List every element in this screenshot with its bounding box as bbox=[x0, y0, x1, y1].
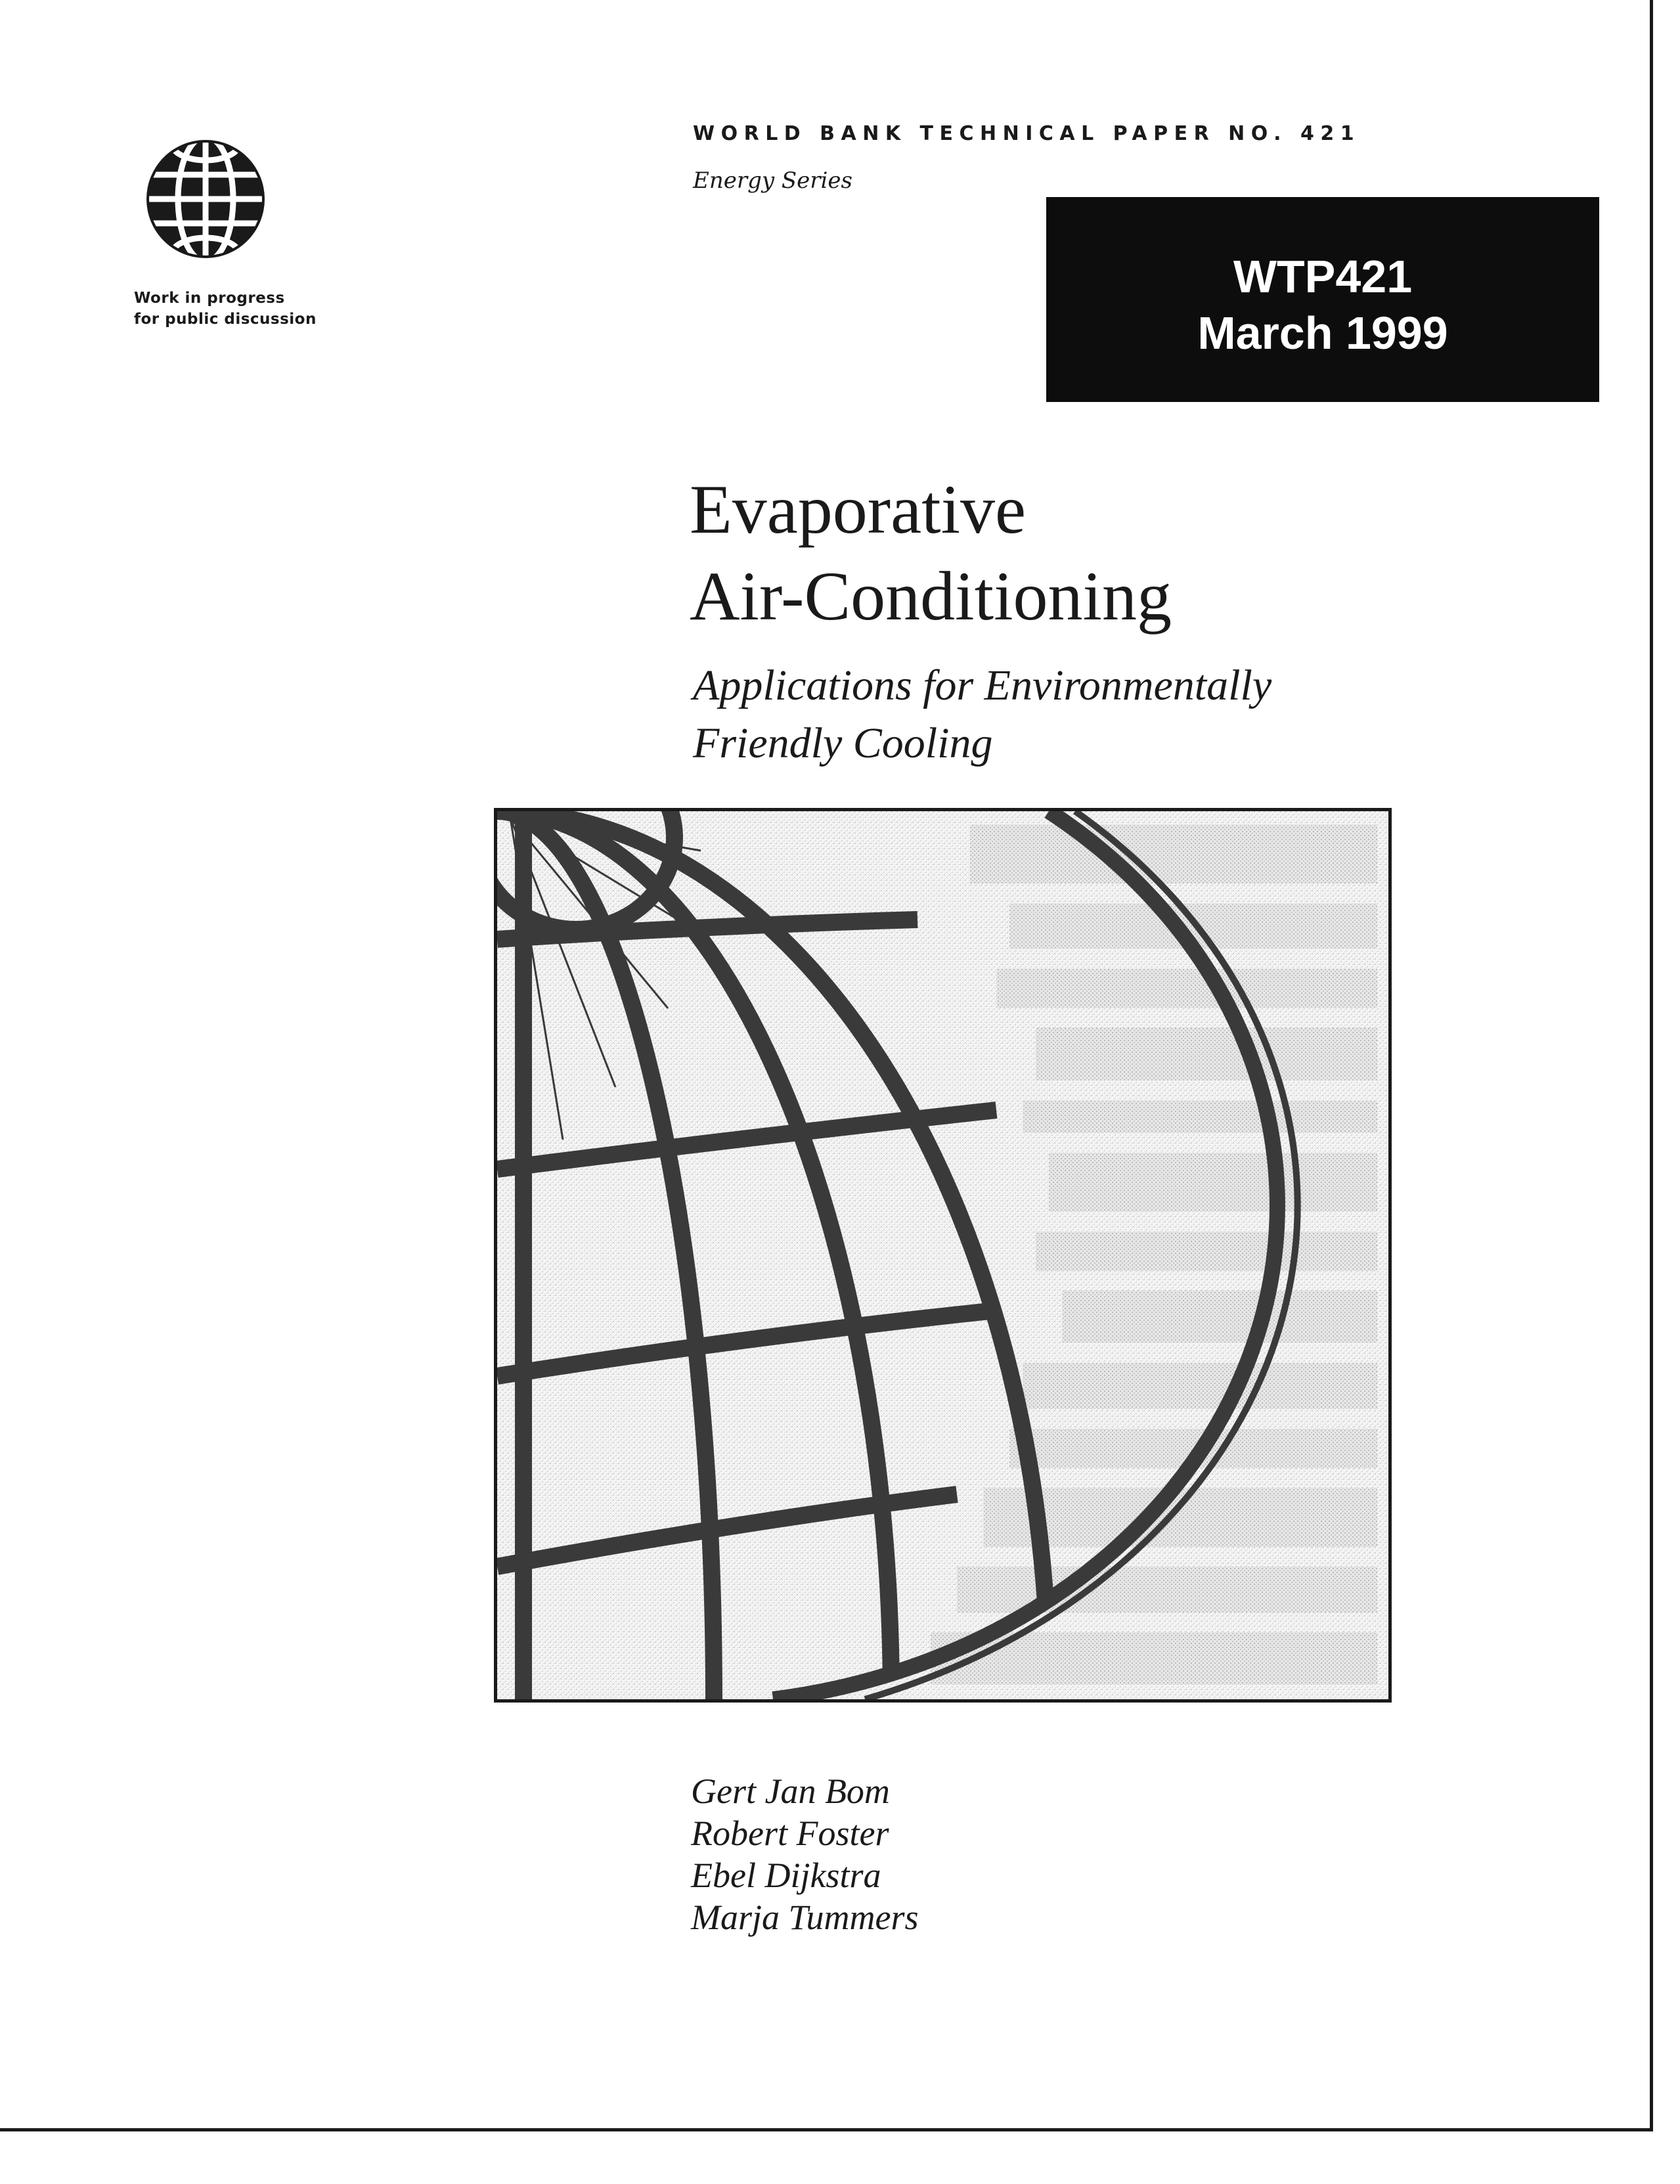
document-subtitle bbox=[693, 657, 1271, 772]
globe-grid-illustration bbox=[494, 808, 1392, 1703]
paper-code-badge bbox=[1046, 197, 1599, 402]
world-bank-globe-icon bbox=[143, 137, 268, 261]
author-2: Robert Foster bbox=[691, 1814, 889, 1853]
author-3: Ebel Dijkstra bbox=[691, 1856, 881, 1895]
author-4: Marja Tummers bbox=[691, 1898, 919, 1937]
status-note bbox=[134, 288, 317, 330]
page-border-right bbox=[1650, 0, 1653, 2131]
author-list bbox=[691, 1770, 919, 1938]
publication-date: March 1999 bbox=[1197, 307, 1448, 359]
status-note-line-1: Work in progress bbox=[134, 290, 285, 307]
subtitle-line-1: Applications for Environmentally bbox=[693, 661, 1272, 709]
document-title bbox=[690, 466, 1172, 640]
title-line-1: Evaporative bbox=[690, 471, 1027, 548]
subtitle-line-2: Friendly Cooling bbox=[693, 719, 993, 767]
title-line-2: Air-Conditioning bbox=[690, 558, 1172, 635]
series-name: Energy Series bbox=[693, 167, 852, 194]
status-note-line-2: for public discussion bbox=[134, 311, 317, 328]
author-1: Gert Jan Bom bbox=[691, 1772, 890, 1811]
series-header: WORLD BANK TECHNICAL PAPER NO. 421 bbox=[693, 122, 1361, 145]
paper-code: WTP421 bbox=[1233, 251, 1413, 302]
page-border-bottom bbox=[0, 2128, 1653, 2131]
